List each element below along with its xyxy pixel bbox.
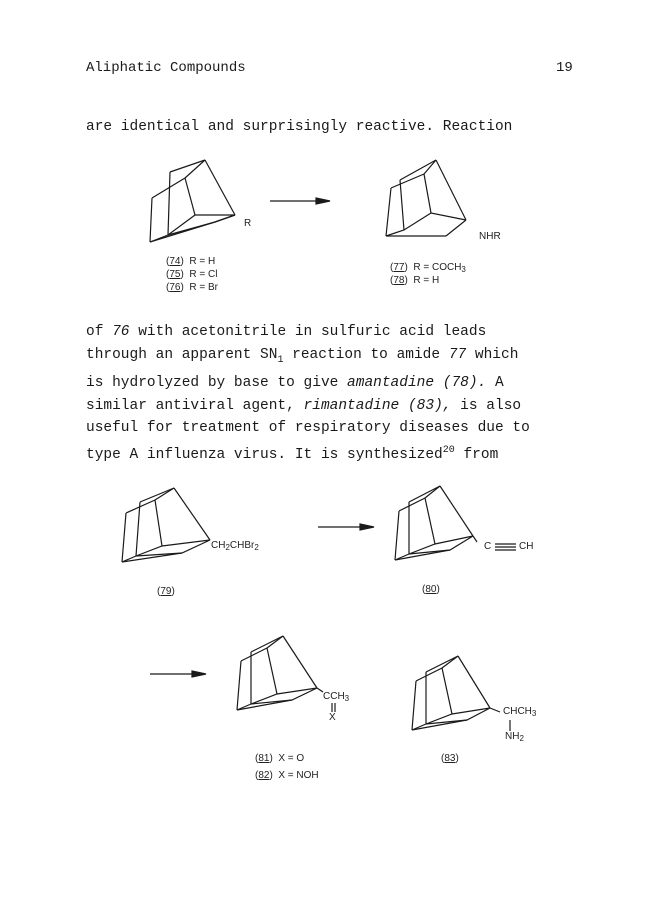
compound-label: (76) R = Br: [166, 282, 218, 293]
compound-label: (77) $R = COCH_3$: [390, 262, 466, 274]
page-number: 19: [556, 60, 573, 76]
adamantane-structure: [237, 636, 323, 710]
compound-label: (74) R = H: [166, 256, 216, 267]
compound-label: (81) X = O: [255, 753, 305, 764]
substituent-cch3: $CCH_3$: [323, 691, 350, 703]
substituent-nh2: $NH_2$: [505, 731, 524, 743]
text-line: are identical and surprisingly reactive. Reaction: [86, 119, 513, 135]
text-line: of 76 with acetonitrile in sulfuric acid leads: [86, 324, 487, 340]
substituent-c: C: [484, 541, 492, 552]
compound-label: (78) R = H: [390, 275, 440, 286]
adamantane-structure: [412, 656, 500, 730]
substituent-r: R: [244, 218, 252, 229]
compound-label: (82) X = NOH: [255, 770, 319, 781]
compound-label: (80): [422, 584, 440, 595]
text-line: useful for treatment of respiratory diseases due to: [86, 420, 530, 437]
text-line: type A influenza virus. It is synthesized$^{20}$ from: [86, 444, 499, 463]
substituent-chch3: $CHCH_3$: [503, 706, 537, 718]
substituent-nhr: NHR: [479, 231, 501, 242]
substituent-ch2chbr2: $CH_2CHBr_2$: [211, 540, 259, 552]
substituent-x: X: [329, 712, 336, 723]
compound-label: (83): [441, 753, 459, 764]
text-line: similar antiviral agent, rimantadine (83), is also: [86, 397, 522, 414]
running-title: Aliphatic Compounds: [86, 60, 246, 76]
text-line: is hydrolyzed by base to give amantadine (78). A: [86, 375, 504, 392]
compound-label: (79): [157, 586, 175, 597]
compound-label: (75) R = Cl: [166, 269, 218, 280]
text-line: through an apparent $SN_1$ reaction to amide 77 which: [86, 346, 519, 366]
substituent-ch: CH: [519, 541, 534, 552]
